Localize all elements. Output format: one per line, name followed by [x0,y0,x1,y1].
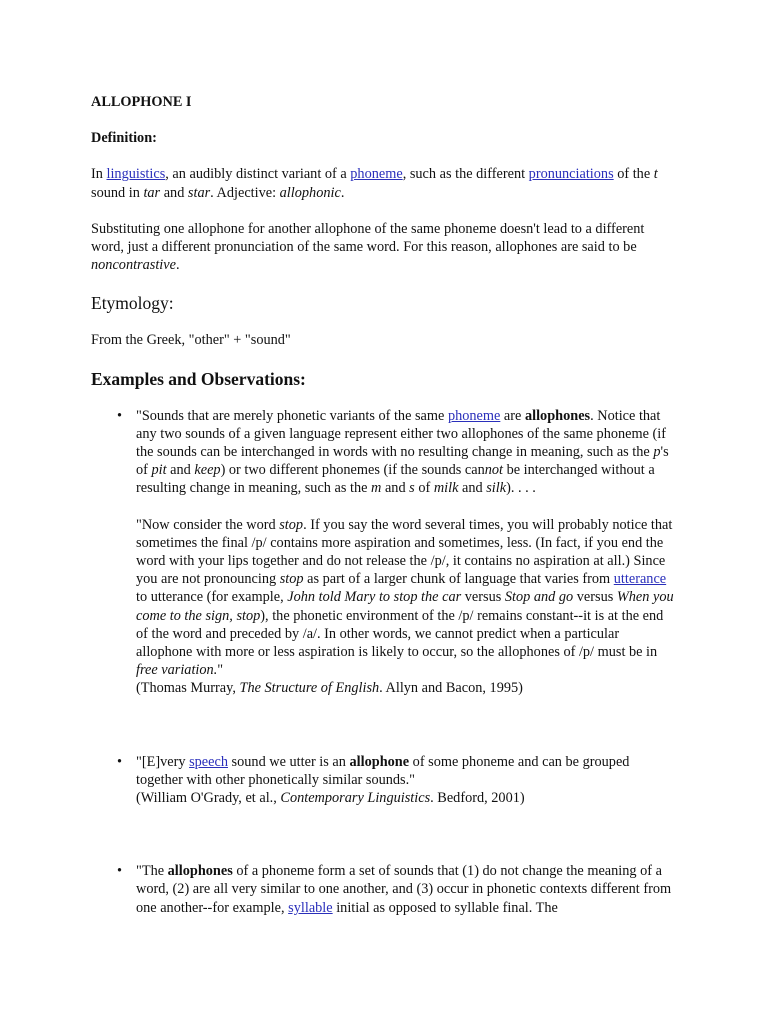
bold-allophones: allophones [167,863,233,880]
text-run: are [500,407,525,424]
text-run: versus [461,589,505,606]
example-quote-paragraph [136,753,678,789]
text-run: ). . . . [506,480,536,497]
text-run: of some phoneme and can be grouped together with other phonetically similar sounds." [136,753,630,788]
italic-tar: tar [143,184,161,201]
text-run: "Now consider the word [136,516,280,533]
text-run: as part of a larger chunk of language that varies from [303,571,614,588]
italic-s: s [409,480,415,497]
text-run: sound in [91,184,144,201]
text-run: to utterance (for example, [136,589,288,606]
italic-silk: silk [486,480,507,497]
bullet-icon: • [117,753,123,770]
text-run: of the [613,166,654,183]
example-quote-paragraph [136,407,678,498]
example-quote-paragraph [136,862,678,917]
substituting-paragraph [91,220,671,275]
text-run: "Sounds that are merely phonetic variants of the same [136,407,448,424]
text-run: 's of [136,444,669,479]
italic-example: Stop and go [504,589,574,606]
document-body [91,93,674,917]
examples-heading: Examples and Observations: [91,368,306,389]
text-run: be interchanged without a resulting change in meaning, such as the [136,462,655,497]
citation [136,789,678,807]
etymology-heading: Etymology: [91,293,174,314]
page-title: ALLOPHONE I [91,94,192,110]
text-run: . [175,257,180,274]
text-run: . Bedford, 2001) [430,790,525,807]
bullet-icon: • [117,407,123,424]
text-run: and [166,462,195,479]
text-run: and [381,480,410,497]
list-item [91,862,678,917]
text-run: Substituting one allophone for another allophone of the same phoneme doesn't lead to a different word, just a different pronunciation of the same word. For this reason, allophones are said to be [91,220,645,256]
text-run: . If you say the word several times, you will probably notice that sometimes the final /p/ contains more aspiration and sometimes, less. (In fact, if you end the word with your lips together and do not release the /p/, it contains no aspiration at all.) Since you are not pronouncing [136,516,673,588]
text-run: . Allyn and Bacon, 1995) [379,680,523,697]
link-phoneme[interactable]: phoneme [447,407,501,424]
italic-allophonic: allophonic [279,184,341,201]
text-run: ) or two different phonemes (if the sounds can [220,462,485,479]
text-run: "[E]very [136,753,190,770]
link-speech[interactable]: speech [189,753,228,770]
italic-noncontrastive: noncontrastive [91,257,176,274]
text-run: versus [573,589,617,606]
text-run: In [91,166,107,183]
italic-example: John told Mary to stop the car [287,589,462,606]
link-phoneme[interactable]: phoneme [350,166,403,183]
list-item [91,407,678,698]
text-run: (Thomas Murray, [136,680,240,697]
italic-keep: keep [194,462,221,479]
bold-allophone: allophone [349,753,410,770]
text-run: of a phoneme form a set of sounds that (1) do not change the meaning of a word, (2) are all very similar to one another, and (3) occur in phonetic contexts different from one another--for example, [136,863,672,916]
link-utterance[interactable]: utterance [613,571,667,588]
italic-p: p [653,444,661,461]
example-quote-paragraph [136,516,678,680]
text-run: , such as the different [402,166,529,183]
text-run: (William O'Grady, et al., [136,790,281,807]
examples-list [91,407,674,917]
citation-title: Contemporary Linguistics [280,790,431,807]
text-run: . Notice that any two sounds of a given language represent either two allophones of the same phoneme (if the sounds can be interchanged in words with no resulting change in meaning, such as the [136,407,667,461]
italic-example: When you come to the sign, stop [136,589,674,624]
etymology-paragraph: From the Greek, "other" + "sound" [91,332,291,349]
italic-milk: milk [433,480,459,497]
link-pronunciations[interactable]: pronunciations [528,166,614,183]
italic-pit: pit [151,462,167,479]
italic-t: t [653,166,658,183]
link-syllable[interactable]: syllable [288,899,333,916]
italic-stop: stop [279,516,304,533]
italic-m: m [371,480,382,497]
bold-allophones: allophones [524,407,591,424]
text-run: sound we utter is an [227,753,350,770]
text-run: " [217,662,224,679]
text-run: initial as opposed to syllable final. The [332,899,558,916]
definition-paragraph [91,165,671,201]
italic-free-variation: free variation. [136,662,218,679]
text-run: "The [136,863,168,880]
text-run: and [160,184,188,201]
italic-star: star [187,184,211,201]
text-run: , an audibly distinct variant of a [165,166,351,183]
text-run: . Adjective: [210,184,280,201]
definition-heading: Definition: [91,130,157,147]
italic-not: not [484,462,504,479]
list-item [91,753,678,808]
italic-stop: stop [279,571,304,588]
text-run: and [458,480,487,497]
bullet-icon: • [117,863,123,880]
citation [136,679,678,697]
link-linguistics[interactable]: linguistics [106,166,166,183]
text-run: . [340,184,345,201]
text-run: ), the phonetic environment of the /p/ remains constant--it is at the end of the word and preceded by /a/. In other words, we cannot predict when a particular allophone with more or less aspiration is likely to occur, so the allophones of /p/ must be in [136,607,664,661]
text-run: of [414,480,434,497]
citation-title: The Structure of English [239,680,380,697]
